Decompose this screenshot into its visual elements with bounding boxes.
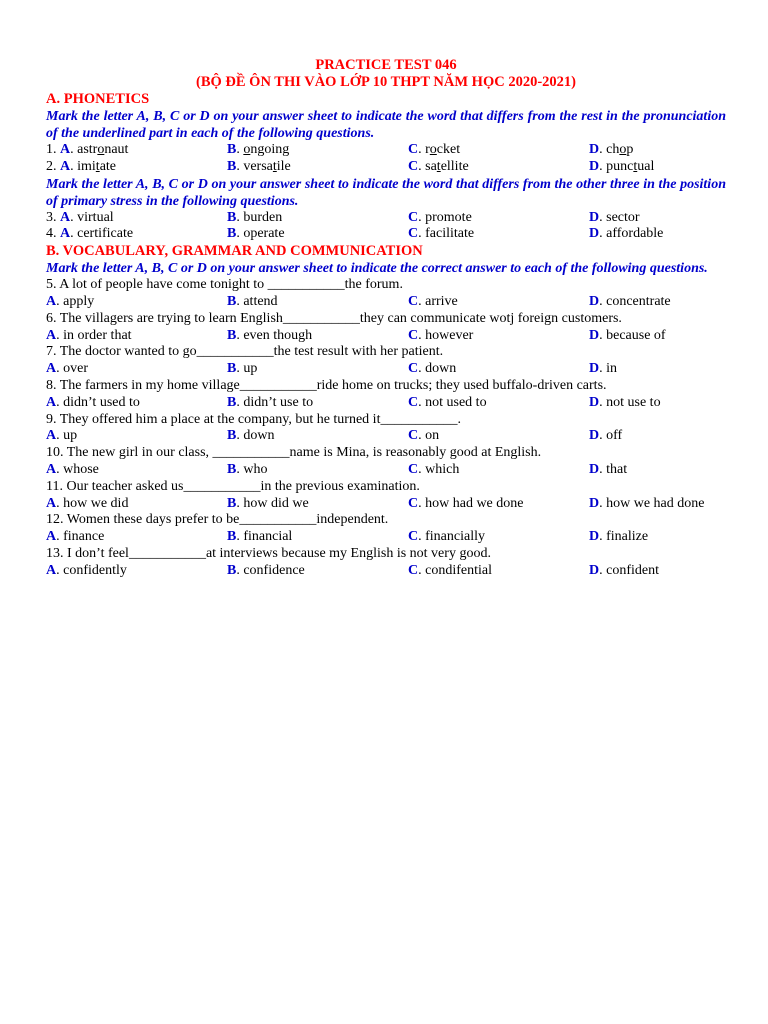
option-letter: B bbox=[227, 361, 237, 377]
option-d: D. chop bbox=[589, 142, 634, 157]
option-c: C. not used to bbox=[408, 394, 487, 410]
option-b: B. down bbox=[227, 428, 275, 444]
option-letter: A bbox=[46, 495, 57, 511]
option-d: D. off bbox=[589, 428, 623, 444]
option-text: how did we bbox=[243, 495, 309, 511]
document-content bbox=[46, 57, 726, 580]
option-text: in bbox=[606, 361, 618, 377]
option-text: because of bbox=[606, 327, 666, 343]
option-c: C. condifential bbox=[408, 562, 492, 578]
option-b: B. who bbox=[227, 461, 268, 477]
option-letter: D bbox=[589, 495, 600, 511]
option-text: arrive bbox=[425, 293, 458, 309]
grammar-question-list bbox=[46, 277, 726, 579]
section-a-heading: A. PHONETICS bbox=[46, 91, 150, 107]
option-d: D. not use to bbox=[589, 394, 661, 410]
test-title: PRACTICE TEST 046 bbox=[315, 57, 457, 73]
option-text: up bbox=[63, 428, 78, 444]
instruction-grammar: Mark the letter A, B, C or D on your answer sheet to indicate the correct answer to each of the following questions. bbox=[46, 261, 708, 277]
option-text: didn’t used to bbox=[63, 394, 140, 410]
option-a: A. finance bbox=[46, 529, 105, 545]
answer-options bbox=[46, 294, 726, 311]
option-a: 2. A. imitate bbox=[46, 158, 117, 174]
answer-options bbox=[46, 462, 726, 479]
option-b: B. confidence bbox=[227, 562, 305, 578]
option-b: B. didn’t use to bbox=[227, 394, 314, 410]
option-text: confidence bbox=[243, 562, 305, 578]
option-text: however bbox=[425, 327, 474, 343]
option-text: how had we done bbox=[425, 495, 524, 511]
option-letter: A bbox=[46, 529, 57, 545]
option-letter: D bbox=[589, 361, 600, 377]
option-d: D. confident bbox=[589, 562, 659, 578]
option-a: A. over bbox=[46, 361, 89, 377]
option-letter: D bbox=[589, 327, 600, 343]
option-text: apply bbox=[63, 293, 95, 309]
answer-options bbox=[46, 563, 726, 580]
option-letter: D bbox=[589, 461, 600, 477]
option-letter: D bbox=[589, 529, 600, 545]
option-a: 1. A. astronaut bbox=[46, 142, 129, 157]
option-b: B. up bbox=[227, 361, 258, 377]
option-text: how we did bbox=[63, 495, 129, 511]
option-text: how we had done bbox=[606, 495, 705, 511]
option-d: D. affordable bbox=[589, 226, 664, 242]
option-text: concentrate bbox=[606, 293, 671, 309]
option-text: not use to bbox=[606, 394, 661, 410]
option-b: B. ongoing bbox=[227, 142, 290, 157]
question-stem: 6. The villagers are trying to learn English___________they can communicate wotj foreign customers. bbox=[46, 310, 622, 326]
instruction-stress: Mark the letter A, B, C or D on your answer sheet to indicate the word that differs from the other three in the position of primary stress in the following questions. bbox=[46, 176, 726, 209]
option-c: C. however bbox=[408, 327, 474, 343]
option-text: finalize bbox=[606, 529, 649, 545]
option-text: who bbox=[243, 461, 268, 477]
test-subtitle: (BỘ ĐỀ ÔN THI VÀO LỚP 10 THPT NĂM HỌC 2020-2021) bbox=[196, 74, 576, 90]
option-b: B. burden bbox=[227, 209, 283, 225]
option-letter: C bbox=[408, 529, 419, 545]
option-d: D. sector bbox=[589, 209, 640, 225]
option-letter: B bbox=[227, 327, 237, 343]
option-letter: A bbox=[46, 562, 57, 578]
option-letter: C bbox=[408, 293, 419, 309]
option-c: C. on bbox=[408, 428, 440, 444]
option-letter: B bbox=[227, 394, 237, 410]
option-letter: C bbox=[408, 461, 419, 477]
option-d: D. concentrate bbox=[589, 293, 671, 309]
question-stem: 9. They offered him a place at the company, but he turned it___________. bbox=[46, 411, 461, 427]
option-b: B. how did we bbox=[227, 495, 309, 511]
option-letter: B bbox=[227, 461, 237, 477]
option-b: B. even though bbox=[227, 327, 313, 343]
option-letter: D bbox=[589, 562, 600, 578]
option-a: A. in order that bbox=[46, 327, 132, 343]
option-letter: B bbox=[227, 293, 237, 309]
option-a: A. how we did bbox=[46, 495, 129, 511]
option-letter: A bbox=[46, 293, 57, 309]
answer-options bbox=[46, 395, 726, 412]
option-d: D. punctual bbox=[589, 158, 655, 174]
question-stem: 13. I don’t feel___________at interviews because my English is not very good. bbox=[46, 545, 491, 561]
option-letter: A bbox=[46, 394, 57, 410]
option-letter: D bbox=[589, 428, 600, 444]
option-c: C. satellite bbox=[408, 158, 469, 174]
question-2 bbox=[46, 159, 726, 176]
option-letter: D bbox=[589, 394, 600, 410]
option-d: D. because of bbox=[589, 327, 666, 343]
option-a: 4. A. certificate bbox=[46, 226, 134, 242]
option-letter: C bbox=[408, 428, 419, 444]
option-text: financially bbox=[425, 529, 485, 545]
option-b: B. financial bbox=[227, 529, 293, 545]
question-1 bbox=[46, 142, 726, 159]
option-text: off bbox=[606, 428, 623, 444]
answer-options bbox=[46, 529, 726, 546]
option-d: D. how we had done bbox=[589, 495, 705, 511]
option-letter: D bbox=[589, 293, 600, 309]
option-text: up bbox=[243, 361, 258, 377]
instruction-pronunciation: Mark the letter A, B, C or D on your answer sheet to indicate the word that differs from the rest in the pronunciation of the underlined part in each of the following questions. bbox=[46, 109, 726, 141]
option-c: C. financially bbox=[408, 529, 485, 545]
question-stem: 7. The doctor wanted to go___________the test result with her patient. bbox=[46, 344, 444, 360]
option-letter: C bbox=[408, 562, 419, 578]
question-3 bbox=[46, 210, 726, 227]
option-a: A. didn’t used to bbox=[46, 394, 140, 410]
section-b-heading: B. VOCABULARY, GRAMMAR AND COMMUNICATION bbox=[46, 243, 423, 260]
option-text: whose bbox=[63, 461, 99, 477]
option-text: financial bbox=[243, 529, 293, 545]
option-letter: A bbox=[46, 361, 57, 377]
option-text: on bbox=[425, 428, 440, 444]
question-stem: 12. Women these days prefer to be___________independent. bbox=[46, 512, 389, 528]
option-a: A. up bbox=[46, 428, 78, 444]
option-letter: C bbox=[408, 327, 419, 343]
option-c: C. arrive bbox=[408, 293, 458, 309]
option-letter: A bbox=[46, 428, 57, 444]
option-d: D. that bbox=[589, 461, 628, 477]
question-stem: 5. A lot of people have come tonight to ___________the forum. bbox=[46, 277, 403, 293]
option-c: C. promote bbox=[408, 209, 472, 225]
question-stem: 11. Our teacher asked us___________in the previous examination. bbox=[46, 478, 420, 494]
answer-options bbox=[46, 496, 726, 513]
answer-options bbox=[46, 428, 726, 445]
option-d: D. in bbox=[589, 361, 618, 377]
option-text: in order that bbox=[63, 327, 132, 343]
option-letter: C bbox=[408, 361, 419, 377]
option-text: finance bbox=[63, 529, 105, 545]
option-letter: A bbox=[46, 327, 57, 343]
answer-options bbox=[46, 328, 726, 345]
question-stem: 8. The farmers in my home village___________ride home on trucks; they used buffalo-driven carts. bbox=[46, 377, 607, 393]
option-letter: B bbox=[227, 529, 237, 545]
question-4 bbox=[46, 226, 726, 243]
option-c: C. facilitate bbox=[408, 226, 475, 242]
option-letter: B bbox=[227, 562, 237, 578]
option-a: A. apply bbox=[46, 293, 95, 309]
option-text: that bbox=[606, 461, 628, 477]
answer-options bbox=[46, 361, 726, 378]
option-text: not used to bbox=[425, 394, 487, 410]
option-text: which bbox=[425, 461, 460, 477]
option-c: C. down bbox=[408, 361, 457, 377]
option-a: A. whose bbox=[46, 461, 99, 477]
option-a: 3. A. virtual bbox=[46, 209, 114, 225]
option-d: D. finalize bbox=[589, 529, 649, 545]
option-c: C. rocket bbox=[408, 142, 461, 157]
option-letter: C bbox=[408, 495, 419, 511]
option-letter: B bbox=[227, 428, 237, 444]
option-b: B. operate bbox=[227, 226, 285, 242]
option-text: over bbox=[63, 361, 89, 377]
option-text: even though bbox=[243, 327, 313, 343]
option-text: condifential bbox=[425, 562, 492, 578]
option-a: A. confidently bbox=[46, 562, 127, 578]
option-text: confidently bbox=[63, 562, 127, 578]
option-text: down bbox=[243, 428, 275, 444]
option-c: C. which bbox=[408, 461, 460, 477]
option-text: didn’t use to bbox=[243, 394, 314, 410]
option-text: down bbox=[425, 361, 457, 377]
option-c: C. how had we done bbox=[408, 495, 524, 511]
question-stem: 10. The new girl in our class, ___________name is Mina, is reasonably good at English. bbox=[46, 445, 542, 461]
option-letter: B bbox=[227, 495, 237, 511]
option-letter: C bbox=[408, 394, 419, 410]
option-letter: A bbox=[46, 461, 57, 477]
option-b: B. attend bbox=[227, 293, 278, 309]
option-text: attend bbox=[243, 293, 278, 309]
option-b: B. versatile bbox=[227, 158, 291, 174]
option-text: confident bbox=[606, 562, 659, 578]
